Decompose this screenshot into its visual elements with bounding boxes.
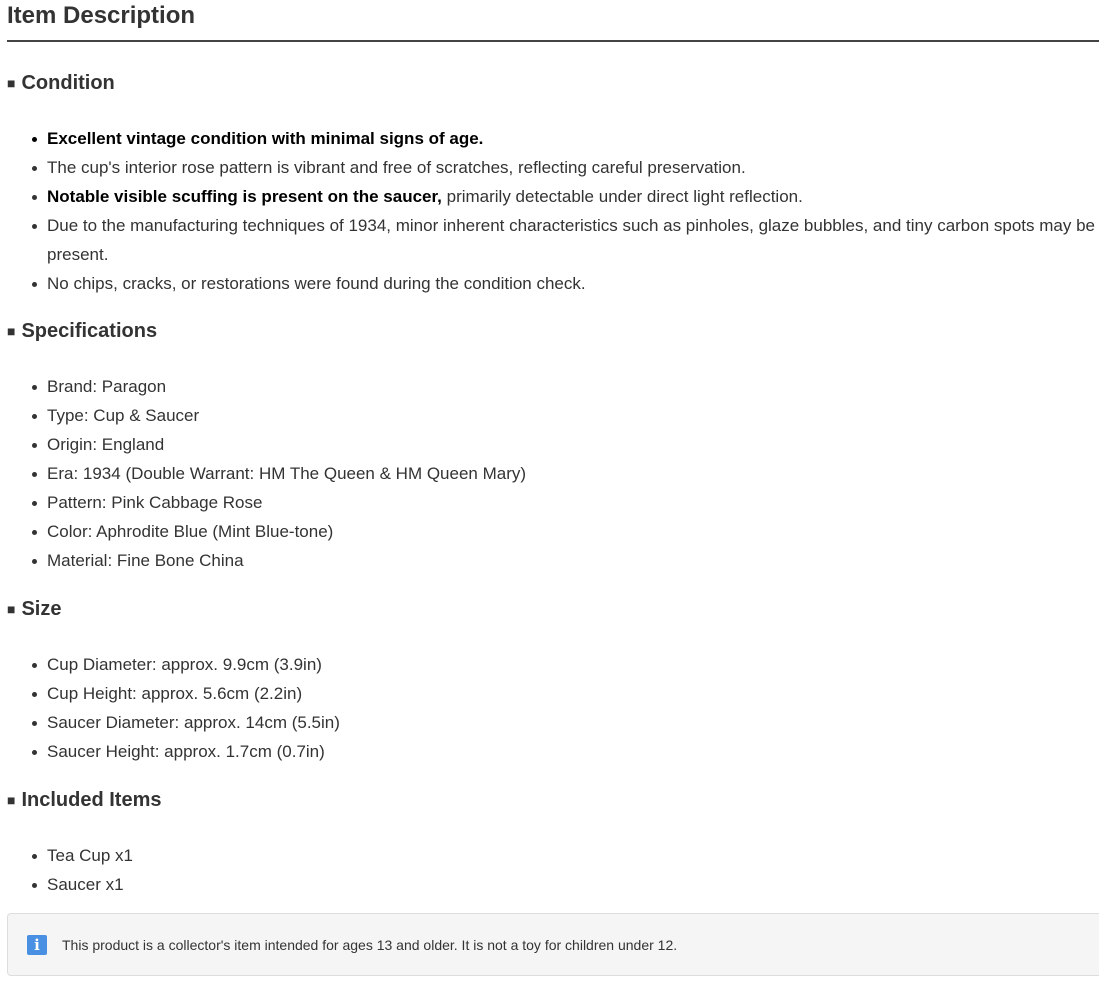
- list-item: Pattern: Pink Cabbage Rose: [7, 488, 1099, 517]
- list-item: Era: 1934 (Double Warrant: HM The Queen & HM Queen Mary): [7, 459, 1099, 488]
- age-notice-box: [7, 913, 1099, 976]
- list-item: Type: Cup & Saucer: [7, 401, 1099, 430]
- square-bullet-icon: ■: [7, 601, 16, 617]
- included-items-section: [7, 788, 1099, 899]
- size-heading: [7, 597, 1099, 622]
- list-item: Material: Fine Bone China: [7, 546, 1099, 575]
- square-bullet-icon: ■: [7, 323, 16, 339]
- size-heading-text: Size: [21, 598, 62, 620]
- info-icon: i: [27, 935, 47, 955]
- list-item-bold-text: Notable visible scuffing is present on the saucer,: [47, 187, 442, 206]
- list-item-text: primarily detectable under direct light reflection.: [441, 187, 803, 206]
- size-list: [7, 650, 1099, 766]
- list-item: Tea Cup x1: [7, 841, 1099, 870]
- list-item: No chips, cracks, or restorations were found during the condition check.: [7, 269, 1099, 298]
- list-item: Origin: England: [7, 430, 1099, 459]
- condition-heading-text: Condition: [21, 72, 115, 94]
- page-title: Item Description: [7, 0, 1099, 42]
- square-bullet-icon: ■: [7, 75, 16, 91]
- list-item: Color: Aphrodite Blue (Mint Blue-tone): [7, 517, 1099, 546]
- included-items-list: [7, 841, 1099, 899]
- list-item: The cup's interior rose pattern is vibrant and free of scratches, reflecting careful preservation.: [7, 153, 1099, 182]
- specifications-section: [7, 319, 1099, 575]
- specifications-list: [7, 372, 1099, 575]
- list-item: Cup Diameter: approx. 9.9cm (3.9in): [7, 650, 1099, 679]
- specifications-heading-text: Specifications: [21, 320, 158, 342]
- list-item: Cup Height: approx. 5.6cm (2.2in): [7, 679, 1099, 708]
- age-notice-text: This product is a collector's item intended for ages 13 and older. It is not a toy for children under 12.: [62, 936, 678, 953]
- list-item: Saucer Diameter: approx. 14cm (5.5in): [7, 708, 1099, 737]
- square-bullet-icon: ■: [7, 792, 16, 808]
- size-section: [7, 597, 1099, 766]
- list-item: Due to the manufacturing techniques of 1934, minor inherent characteristics such as pinholes, glaze bubbles, and tiny carbon spots may be present.: [7, 211, 1099, 269]
- list-item: Saucer x1: [7, 870, 1099, 899]
- condition-section: [7, 71, 1099, 298]
- list-item: Excellent vintage condition with minimal signs of age.: [7, 124, 1099, 153]
- list-item: Saucer Height: approx. 1.7cm (0.7in): [7, 737, 1099, 766]
- condition-list: [7, 124, 1099, 298]
- list-item: Brand: Paragon: [7, 372, 1099, 401]
- included-items-heading: [7, 788, 1099, 813]
- specifications-heading: [7, 319, 1099, 344]
- condition-heading: [7, 71, 1099, 96]
- included-items-heading-text: Included Items: [21, 789, 162, 811]
- list-item: [7, 182, 1099, 211]
